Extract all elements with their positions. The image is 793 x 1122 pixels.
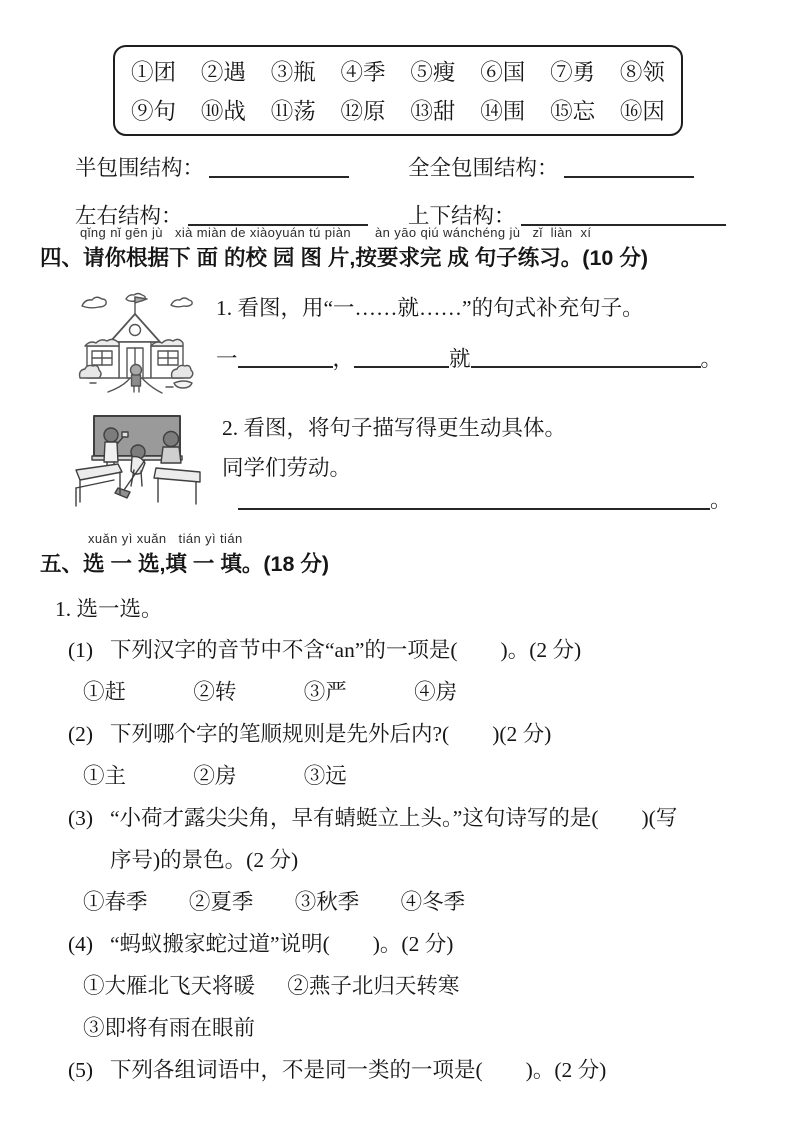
structure-label: 左右结构： — [75, 204, 183, 228]
character-item: ⑥国 — [480, 60, 526, 86]
option-item[interactable]: ②房 — [193, 764, 237, 788]
character-item: ⑩战 — [200, 98, 246, 124]
question-number: (3) — [68, 806, 94, 830]
character-item: ②遇 — [200, 60, 246, 86]
classroom-cleaning-illustration — [74, 410, 202, 510]
character-item: ⑦勇 — [550, 60, 596, 86]
option-item[interactable]: ②转 — [193, 680, 237, 704]
character-bank-row-2 — [131, 94, 665, 126]
option-item[interactable]: ③秋季 — [294, 890, 360, 914]
character-bank-box — [113, 45, 683, 136]
answer-blank[interactable] — [354, 345, 449, 369]
fill-text: 。 — [710, 488, 732, 512]
question-2-answer-line — [238, 483, 732, 514]
section5-heading — [40, 531, 329, 578]
options-row — [83, 1007, 770, 1049]
question-number: (5) — [68, 1058, 94, 1082]
pinyin-annotation: qǐng nǐ gēn jù xià miàn de xiàoyuán tú piàn àn yāo qiú wánchéng jù zǐ liàn xí — [80, 225, 592, 240]
character-bank-row-1 — [131, 55, 665, 87]
options-row — [83, 881, 770, 923]
question-row-4 — [68, 923, 770, 965]
answer-blank[interactable] — [238, 345, 333, 369]
option-item[interactable]: ①赶 — [83, 680, 127, 704]
structure-label: 上下结构： — [408, 204, 516, 228]
question-text — [110, 797, 770, 881]
character-item: ⑭围 — [480, 98, 526, 124]
option-item[interactable]: ①春季 — [83, 890, 148, 914]
character-item: ①团 — [131, 60, 177, 86]
structure-fill-section — [75, 151, 730, 230]
option-item[interactable]: ③即将有雨在眼前 — [83, 1016, 256, 1040]
subquestion-1-label: 1. 选一选。 — [55, 597, 163, 621]
question-text-line: “小荷才露尖尖角，早有蜻蜓立上头。”这句诗写的是( )(写 — [110, 806, 678, 830]
structure-label: 全全包围结构： — [408, 156, 559, 180]
options-row — [83, 965, 770, 1007]
fill-text: 就 — [449, 346, 471, 371]
question-row-2 — [68, 713, 770, 755]
pinyin-annotation: xuǎn yì xuǎn tián yì tián — [88, 531, 243, 546]
question-text: 下列哪个字的笔顺规则是先外后内?( )(2 分) — [110, 722, 552, 746]
question-1-fill-line — [216, 345, 722, 370]
answer-blank[interactable] — [564, 154, 694, 178]
structure-label: 半包围结构： — [75, 156, 205, 180]
character-item: ⑧领 — [619, 60, 665, 86]
answer-blank[interactable] — [471, 345, 701, 369]
fill-text: ， — [332, 346, 355, 371]
option-item[interactable]: ②燕子北归天转寒 — [287, 974, 460, 998]
option-item[interactable]: ③远 — [303, 764, 347, 788]
character-item: ⑬甜 — [410, 98, 456, 124]
answer-blank[interactable] — [209, 154, 349, 178]
option-item[interactable]: ③严 — [303, 680, 347, 704]
question-number: (4) — [68, 932, 94, 956]
section4-heading — [40, 225, 648, 272]
question-1-prompt: 1. 看图，用“一……就……”的句式补充句子。 — [216, 296, 644, 320]
options-row — [83, 671, 770, 713]
question-row-1 — [68, 629, 770, 671]
character-item: ⑫原 — [340, 98, 386, 124]
option-item[interactable]: ①大雁北飞天将暖 — [83, 974, 256, 998]
option-item[interactable]: ④冬季 — [400, 890, 466, 914]
fill-text: 。 — [700, 346, 723, 371]
fill-text: 一 — [216, 346, 238, 371]
structure-row — [75, 151, 408, 182]
question-2-prompt: 2. 看图，将句子描写得更生动具体。 — [222, 416, 567, 440]
option-item[interactable]: ④房 — [414, 680, 458, 704]
character-item: ⑨句 — [131, 98, 177, 124]
character-item: ⑯因 — [619, 98, 665, 124]
answer-blank[interactable] — [188, 202, 368, 226]
character-item: ⑪荡 — [270, 98, 316, 124]
character-item: ⑤瘦 — [410, 60, 456, 86]
answer-blank[interactable] — [521, 202, 726, 226]
question-text: 下列汉字的音节中不含“an”的一项是( )。(2 分) — [110, 638, 582, 662]
question-1 — [74, 290, 722, 394]
question-row-5 — [68, 1049, 770, 1091]
character-item: ④季 — [340, 60, 386, 86]
question-text-line: 序号)的景色。(2 分) — [110, 848, 299, 872]
section5-title: 五、选 一 选,填 一 填。(18 分) — [40, 552, 330, 576]
option-item[interactable]: ①主 — [83, 764, 127, 788]
character-item: ③瓶 — [270, 60, 316, 86]
sentence-to-expand: 同学们劳动。 — [222, 455, 352, 480]
school-illustration — [74, 290, 196, 394]
options-row — [83, 755, 770, 797]
question-text: 下列各组词语中，不是同一类的一项是( )。(2 分) — [110, 1058, 607, 1082]
option-item[interactable]: ②夏季 — [188, 890, 254, 914]
question-row-3 — [68, 797, 770, 881]
question-text: “蚂蚁搬家蛇过道”说明( )。(2 分) — [110, 932, 454, 956]
long-answer-blank[interactable] — [238, 486, 710, 510]
question-number: (1) — [68, 638, 94, 662]
section4-title: 四、请你根据下 面 的校 园 图 片,按要求完 成 句子练习。(10 分) — [40, 246, 648, 270]
structure-row — [408, 151, 730, 182]
question-number: (2) — [68, 722, 94, 746]
character-item: ⑮忘 — [550, 98, 596, 124]
choice-questions — [68, 629, 770, 1091]
